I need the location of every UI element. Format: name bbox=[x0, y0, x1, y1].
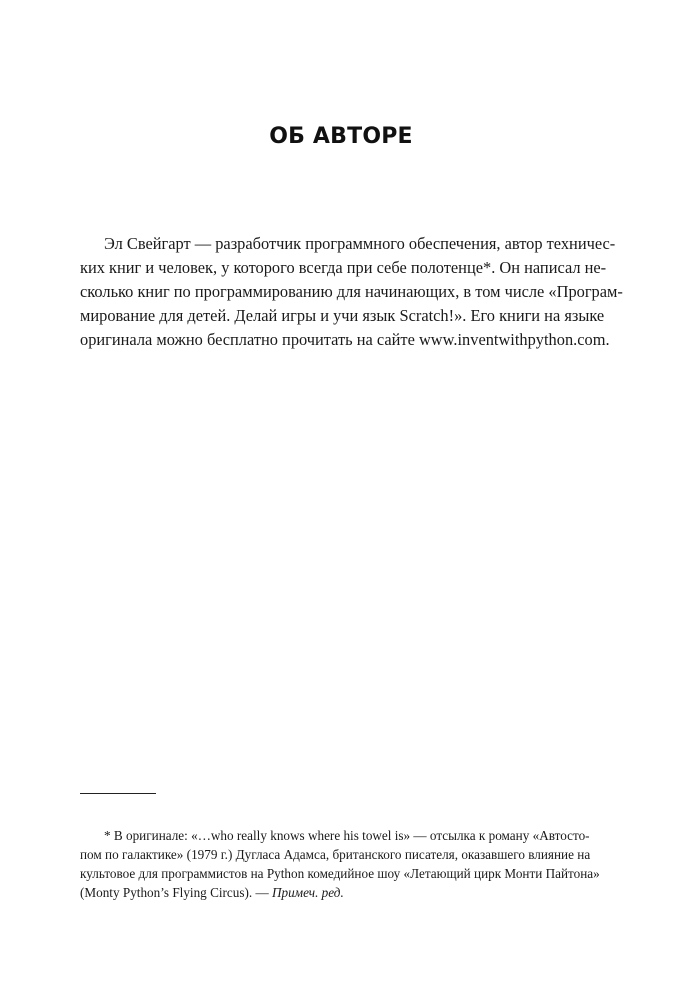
footnote-line-1: * В оригинале: «…who really knows where his towel is» — отсылка к роману «Автосто- bbox=[104, 828, 590, 843]
bio-line-3: сколько книг по программированию для начинающих, в том числе «Програм- bbox=[80, 282, 623, 301]
author-bio-paragraph bbox=[80, 232, 623, 352]
bio-line-5: оригинала можно бесплатно прочитать на сайте www.inventwithpython.com. bbox=[80, 330, 610, 349]
bio-line-1: Эл Свейгарт — разработчик программного обеспечения, автор техничес- bbox=[104, 234, 616, 253]
footnote-line-4-text: (Monty Python’s Flying Circus). — bbox=[80, 885, 272, 900]
footnote bbox=[80, 826, 600, 902]
page-title: ОБ АВТОРЕ bbox=[269, 124, 413, 149]
bio-line-4: мирование для детей. Делай игры и учи язык Scratch!». Его книги на языке bbox=[80, 306, 605, 325]
footnote-line-4 bbox=[80, 883, 580, 902]
footnote-separator bbox=[80, 793, 156, 794]
editor-note: Примеч. ред. bbox=[271, 885, 344, 900]
footnote-line-3: культовое для программистов на Python комедийное шоу «Летающий цирк Монти Пайтона» bbox=[80, 866, 600, 881]
footnote-line-2: пом по галактике» (1979 г.) Дугласа Адамса, британского писателя, оказавшего влияние на bbox=[80, 847, 591, 862]
bio-line-2: ких книг и человек, у которого всегда при себе полотенце*. Он написал не- bbox=[80, 258, 607, 277]
